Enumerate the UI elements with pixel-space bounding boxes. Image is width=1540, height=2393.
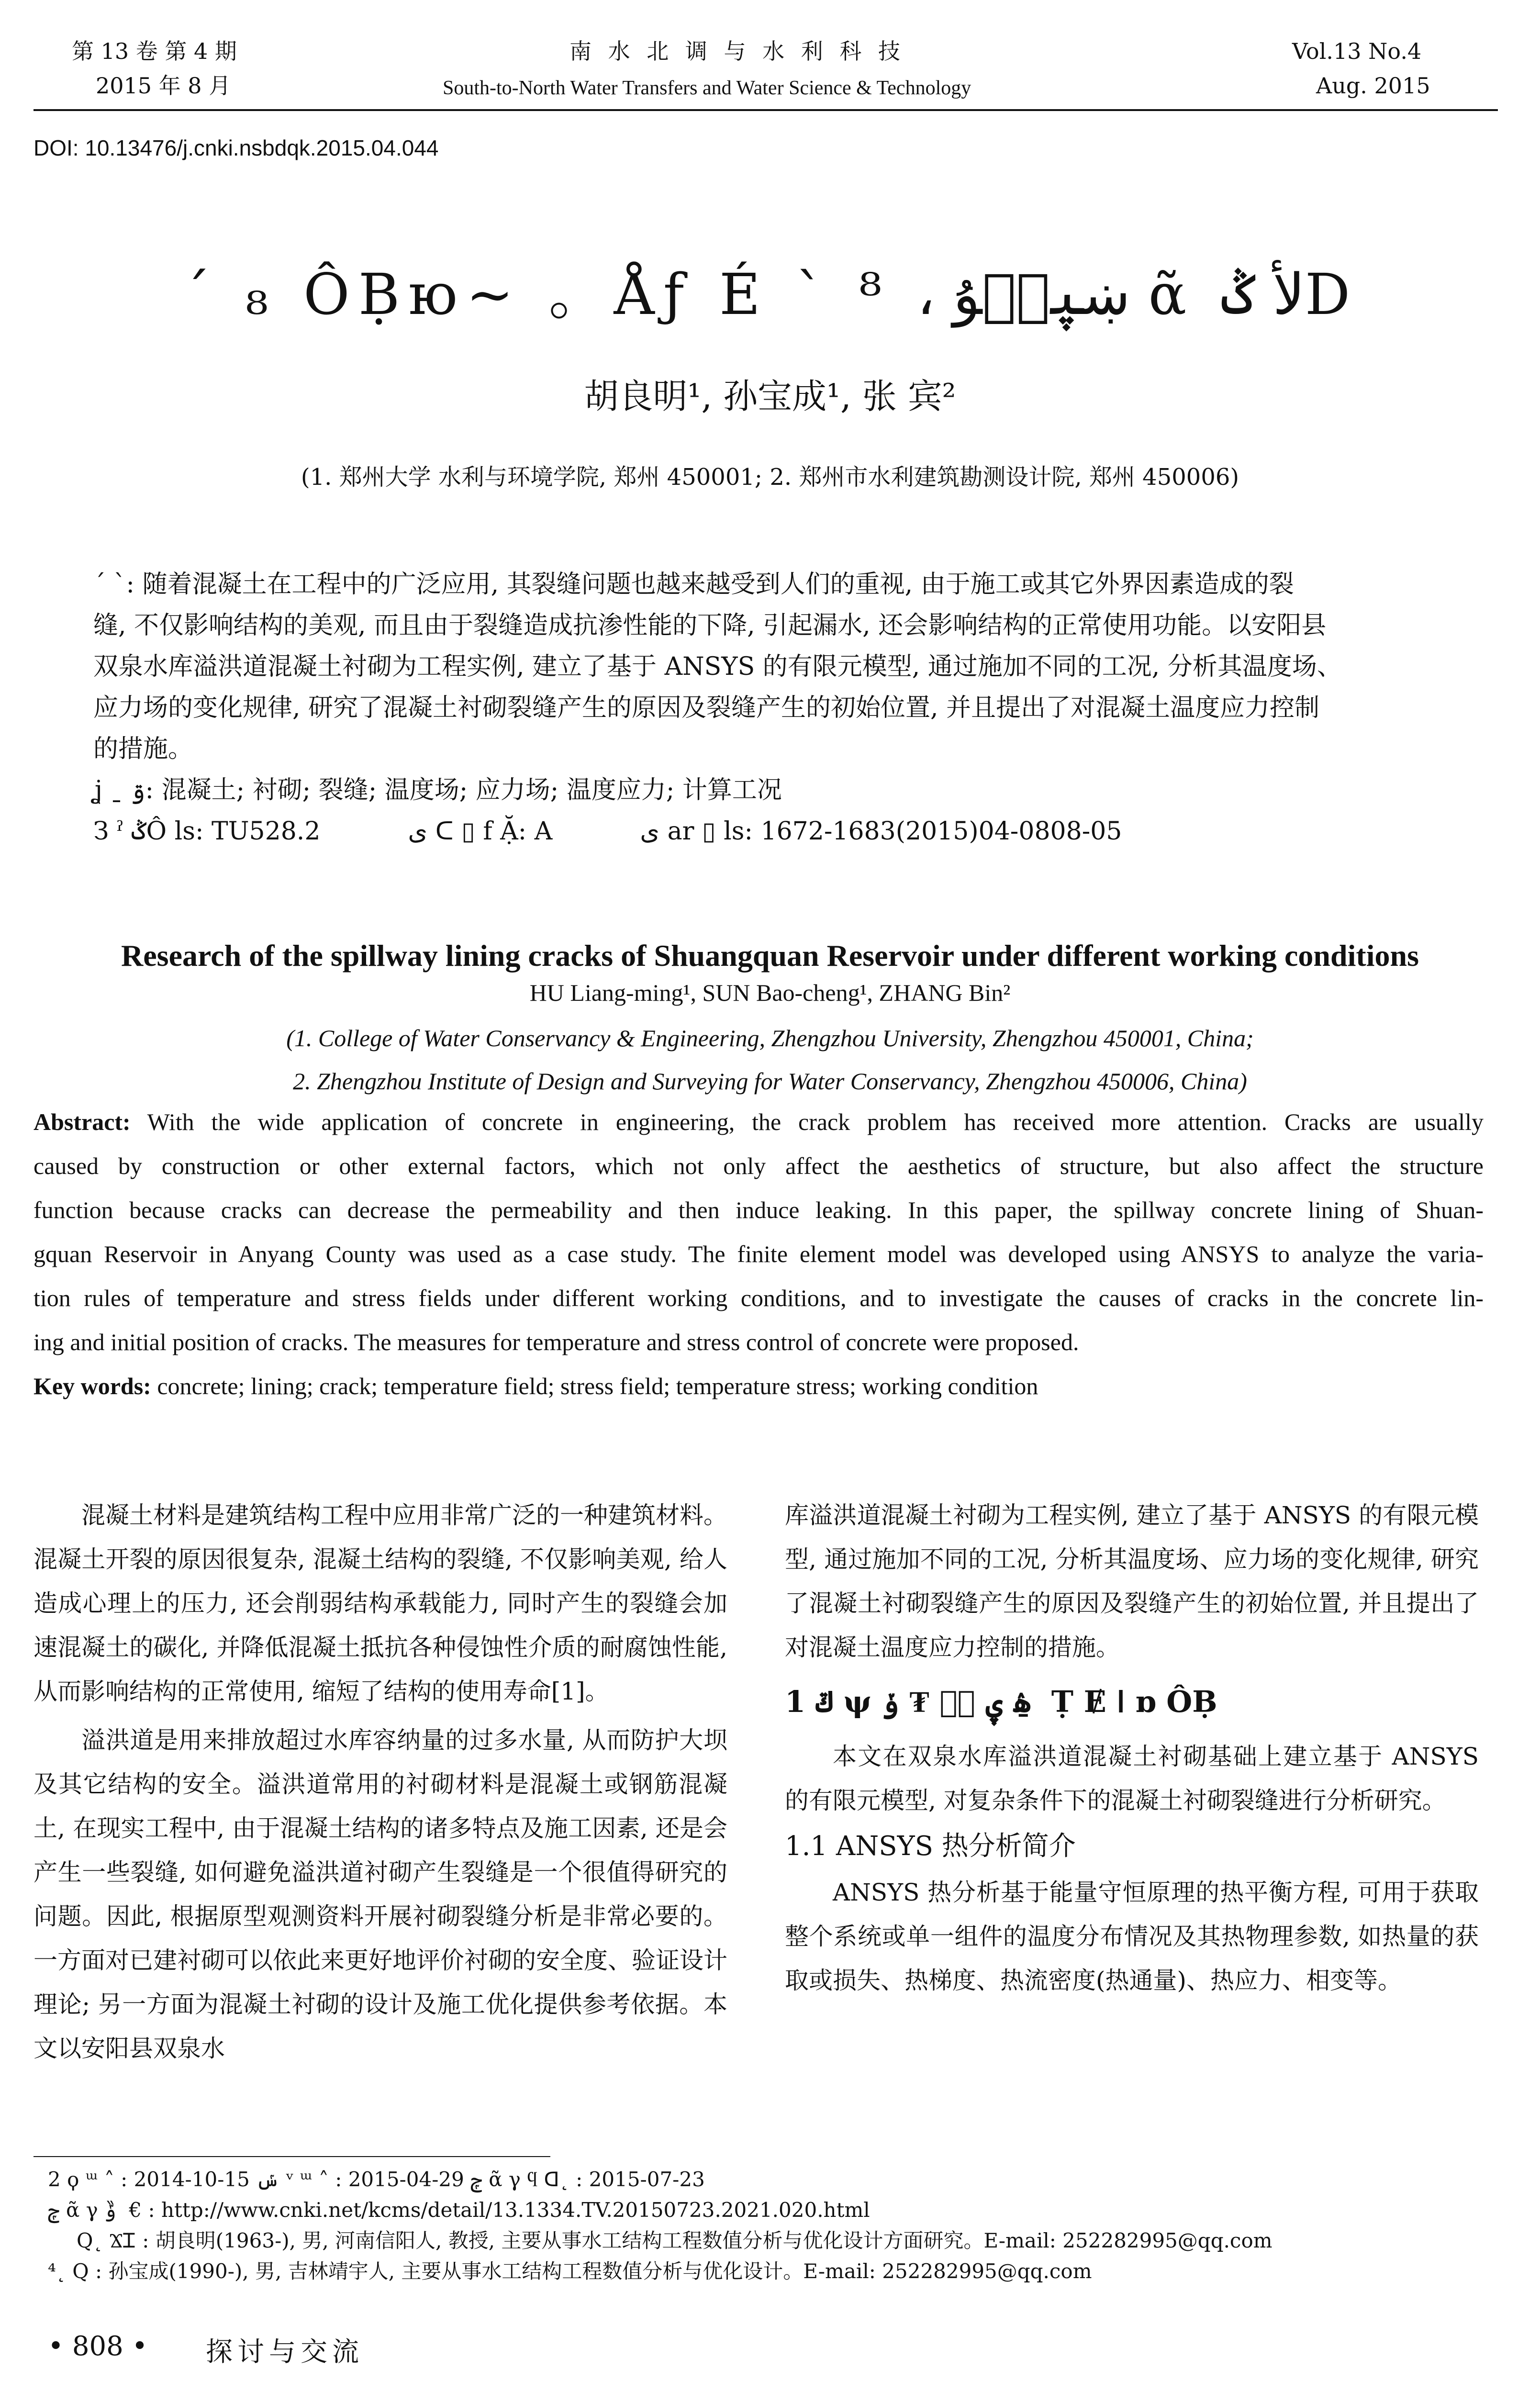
body-paragraph: 本文在双泉水库溢洪道混凝土衬砌基础上建立基于 ANSYS 的有限元模型, 对复杂条件下的混凝土衬砌裂缝进行分析研究。: [785, 1743, 1479, 1814]
keywords-en-label: Key words:: [33, 1373, 151, 1399]
keywords-en-text: concrete; lining; crack; temperature field; stress field; temperature stress; working condition: [157, 1373, 1038, 1399]
footnote-url: ݼ ᾶ γ ݹ ̏ € : http://www.cnki.net/kcms/detail/13.1334.TV.20150723.2021.020.html: [48, 2198, 870, 2222]
abstract-cn-line-2: 缝, 不仅影响结构的美观, 而且由于裂缝造成抗渗性能的下降, 引起漏水, 还会影响结构的正常使用功能。以安阳县: [93, 611, 1327, 640]
footnote-rule: [33, 2156, 550, 2157]
section-footer: 探讨与交流: [206, 2337, 364, 2368]
abstract-cn-line-3: 双泉水库溢洪道混凝土衬砌为工程实例, 建立了基于 ANSYS 的有限元模型, 通过施加不同的工况, 分析其温度场、: [93, 652, 1342, 681]
article-id-value: : 1672-1683(2015)04-0808-05: [744, 817, 1122, 846]
classification-cn: [93, 811, 1457, 852]
abstract-cn-label: ˊ ˋ: [93, 570, 126, 599]
abstract-en-line-6: ing and initial position of cracks. The measures for temperature and stress control of concrete were proposed.: [33, 1329, 1079, 1355]
abstract-en-line-2: caused by construction or other external factors, which not only affect the aesthetics of structure, but also affect the structure: [33, 1152, 1484, 1179]
body-paragraph: 混凝土材料是建筑结构工程中应用非常广泛的一种建筑材料。混凝土开裂的原因很复杂, 混凝土结构的裂缝, 不仅影响美观, 给人造成心理上的压力, 还会削弱结构承载能力, 同时产生的裂缝会加速混凝土的碳化, 并降低混凝土抵抗各种侵蚀性介质的耐腐蚀性能, 从而影响结构的正常使用, 缩短了结构的使用寿命[1]。: [33, 1501, 727, 1705]
header-rule: [33, 109, 1498, 111]
abstract-en-line-5: tion rules of temperature and stress fields under different working conditions, and to investigate the causes of cracks in the concrete lin-: [33, 1285, 1484, 1311]
clc-label: З ˀ ݣÔ ls: [93, 817, 195, 846]
header-journal-cn: 南 水 北 调 与 水 利 科 技: [569, 38, 905, 64]
footnote-dates: 2 ϙ ᵚ ˄ : 2014-10-15 ݽ ᵛ ᵚ ˄ : 2015-04-29 ݼ ᾶ γ ϥ ᗡ˛ : 2015-07-23: [48, 2168, 705, 2191]
authors-en: HU Liang-ming¹, SUN Bao-cheng¹, ZHANG Bin²: [529, 979, 1011, 1006]
clc-value: : TU528.2: [195, 817, 321, 846]
abstract-en: [33, 1100, 1484, 1408]
abstract-cn-line-5: 的措施。: [93, 735, 193, 763]
abstract-cn-line-1: : 随着混凝土在工程中的广泛应用, 其裂缝问题也越来越受到人们的重视, 由于施工或其它外界因素造成的裂: [126, 570, 1294, 599]
paper-title-en: Research of the spillway lining cracks of Shuangquan Reservoir under different working conditions: [121, 939, 1419, 973]
authors-cn: 胡良明¹, 孙宝成¹, 张 宾²: [584, 376, 956, 416]
body-paragraph: ANSYS 热分析基于能量守恒原理的热平衡方程, 可用于获取整个系统或单一组件的温度分布情况及其热物理参数, 如热量的获取或损失、热梯度、热流密度(热通量)、热应力、相变等。: [785, 1879, 1479, 1994]
header-volume-cn: 第 13 卷 第 4 期: [72, 38, 237, 64]
abstract-en-line-4: gquan Reservoir in Anyang County was used as a case study. The finite element model was developed using ANSYS to analyze the varia-: [33, 1241, 1484, 1267]
body-right-column: [785, 1493, 1479, 2002]
abstract-en-line-1: With the wide application of concrete in engineering, the crack problem has received more attention. Cracks are usually: [147, 1108, 1484, 1135]
paper-title-cn: ´ ₈ ÔḄю~ 。Åƒ É ˋ ⁸ ، ښۑپۧۇ ᾶ ﻷ ݣD: [182, 261, 1359, 327]
abstract-en-label: Abstract:: [33, 1108, 131, 1135]
body-paragraph: 库溢洪道混凝土衬砌为工程实例, 建立了基于 ANSYS 的有限元模型, 通过施加不同的工况, 分析其温度场、应力场的变化规律, 研究了混凝土衬砌裂缝产生的原因及裂缝产生的初始位置, 并且提出了对混凝土温度应力控制的措施。: [785, 1501, 1479, 1661]
header-date-cn: 2015 年 8 月: [96, 73, 231, 99]
affiliation-en-1: (1. College of Water Conservancy & Engineering, Zhengzhou University, Zhengzhou 450001, China;: [286, 1025, 1254, 1051]
page-number: • 808 •: [48, 2331, 148, 2362]
section-1-title: 1 ݿ ψ ۿ ۑ پۧ ₮ ݸ ̱ Ṭ Ɇ ߊ ɒ ÔḄ: [785, 1684, 1217, 1719]
keywords-cn-label: ʝ ˍ ۊ: [93, 776, 145, 805]
article-id-label: ى ar ▯ ls: [640, 817, 745, 846]
subsection-1-1-title: 1.1 ANSYS 热分析简介: [785, 1831, 1076, 1862]
doc-code-label: ى ᑕ ▯ f Ặ: [408, 817, 518, 846]
abstract-en-line-3: function because cracks can decrease the permeability and then induce leaking. In this paper, the spillway concrete lining of Shuan-: [33, 1196, 1484, 1223]
doc-code-value: : A: [518, 817, 553, 846]
header-date-en: Aug. 2015: [1316, 73, 1430, 99]
keywords-cn: [93, 770, 1457, 811]
affiliations-cn: (1. 郑州大学 水利与环境学院, 郑州 450001; 2. 郑州市水利建筑勘测设计院, 郑州 450006): [301, 464, 1239, 491]
abstract-cn-line-4: 应力场的变化规律, 研究了混凝土衬砌裂缝产生的原因及裂缝产生的初始位置, 并且提出了对混凝土温度应力控制: [93, 693, 1320, 722]
abstract-cn: [93, 564, 1457, 852]
keywords-cn-text: : 混凝土; 衬砌; 裂缝; 温度场; 应力场; 温度应力; 计算工况: [145, 776, 782, 805]
body-paragraph: 溢洪道是用来排放超过水库容纳量的过多水量, 从而防护大坝及其它结构的安全。溢洪道常用的衬砌材料是混凝土或钢筋混凝土, 在现实工程中, 由于混凝土结构的诸多特点及施工因素, 还是会产生一些裂缝, 如何避免溢洪道衬砌产生裂缝是一个很值得研究的问题。因此, 根据原型观测资料开展衬砌裂缝分析是非常必要的。一方面对已建衬砌可以依此来更好地评价衬砌的安全度、验证设计理论; 另一方面为混凝土衬砌的设计及施工优化提供参考依据。本文以安阳县双泉水: [33, 1726, 727, 2062]
header-volume-en: Vol.13 No.4: [1292, 38, 1422, 64]
footnote-author-1: Q˛ ϪᏆ : 胡良明(1963-), 男, 河南信阳人, 教授, 主要从事水工结构工程数值分析与优化设计方面研究。E-mail: 252282995@qq.com: [77, 2229, 1272, 2252]
header-journal-en: South-to-North Water Transfers and Water Science & Technology: [443, 77, 971, 99]
footnote-author-2: ⁴˛ Q : 孙宝成(1990-), 男, 吉林靖宇人, 主要从事水工结构工程数值分析与优化设计。E-mail: 252282995@qq.com: [48, 2259, 1092, 2283]
affiliation-en-2: 2. Zhengzhou Institute of Design and Surveying for Water Conservancy, Zhengzhou 450006, China): [293, 1068, 1247, 1095]
body-left-column: [33, 1493, 727, 2070]
doi: DOI: 10.13476/j.cnki.nsbdqk.2015.04.044: [33, 135, 439, 160]
